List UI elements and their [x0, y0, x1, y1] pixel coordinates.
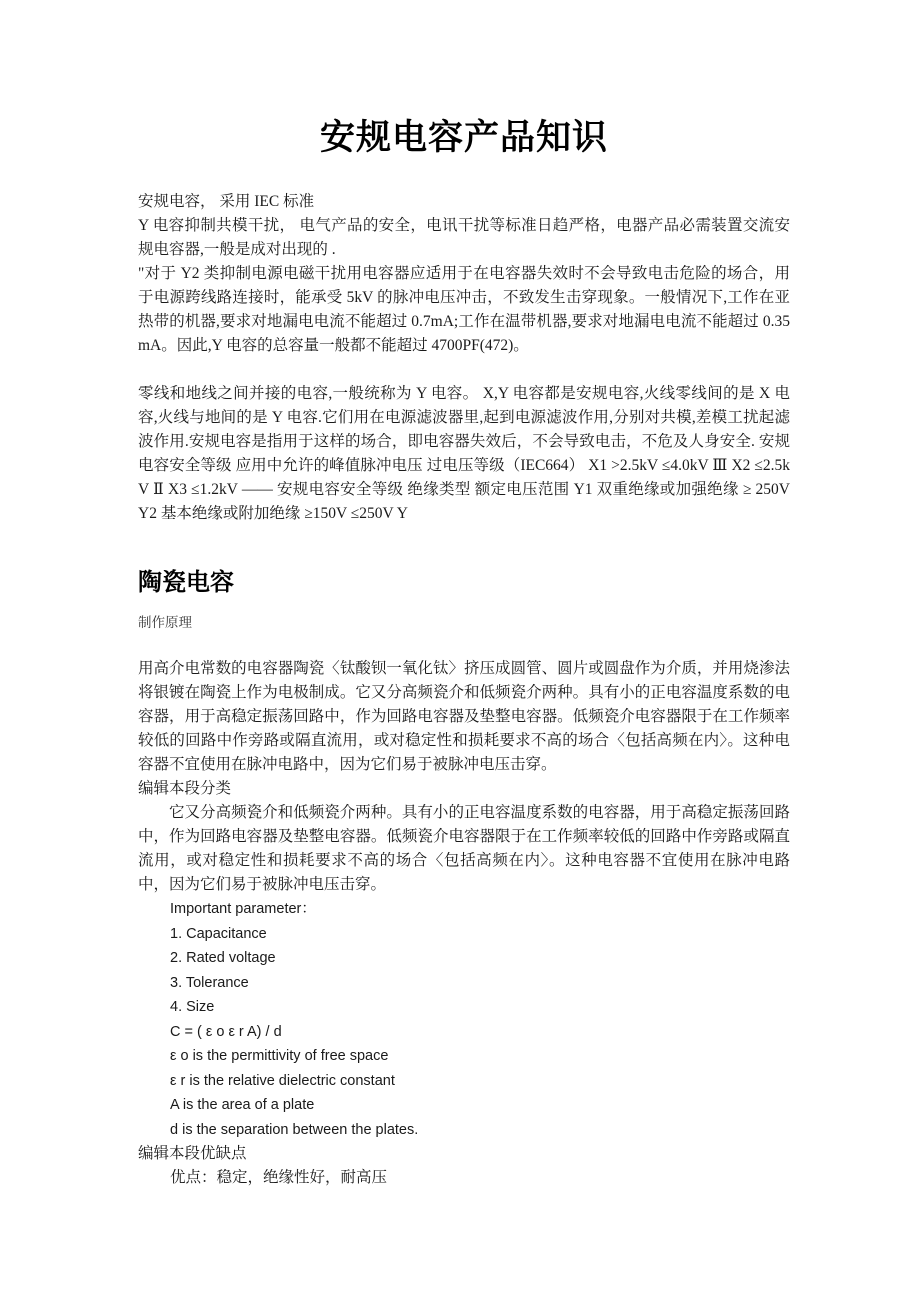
paragraph-y-capacitor-definition: 零线和地线之间并接的电容,一般统称为 Y 电容。 X,Y 电容都是安规电容,火线零线间的是 X 电容,火线与地间的是 Y 电容.它们用在电源滤波器里,起到电源滤波作用,分别对共模,差模工扰起滤波作用.安规电容是指用于这样的场合，即电容器失效后，不会导致电击，不危及人身安全. 安规电容安全等级 应用中允许的峰值脉冲电压 过电压等级（IEC664） X1 >2.5kV ≤4.0kV Ⅲ X2 ≤2.5kV Ⅱ X3 ≤1.2kV —— 安规电容安全等级 绝缘类型 额定电压范围 Y1 双重绝缘或加强绝缘 ≥ 250V Y2 基本绝缘或附加绝缘 ≥150V ≤250V Y — [138, 385, 790, 522]
parameter-line-header: Important parameter： — [170, 901, 316, 917]
parameter-line-tolerance: 3. Tolerance — [170, 974, 249, 991]
intro-paragraph-y2: "对于 Y2 类抑制电源电磁干扰用电容器应适用于在电容器失效时不会导致电击危险的场合，用于电源跨线路连接时，能承受 5kV 的脉冲电压冲击，不致发生击穿现象。一般情况下,工作在亚热带的机器,要求对地漏电电流不能超过 0.7mA;工作在温带机器,要求对地漏电电流不能超过 0.35mA。因此,Y 电容的总容量一般都不能超过 4700PF(472)。 — [138, 265, 790, 354]
paragraph-classification: 它又分高频瓷介和低频瓷介两种。具有小的正电容温度系数的电容器，用于高稳定振荡回路中，作为回路电容器及垫整电容器。低频瓷介电容器限于在工作频率较低的回路中作旁路或隔直流用，或对稳定性和损耗要求不高的场合〈包括高频在内〉。这种电容器不宜使用在脉冲电路中，因为它们易于被脉冲电压击穿。 — [138, 804, 790, 893]
parameter-line-epsilon-r: ε r is the relative dielectric constant — [170, 1072, 395, 1089]
parameter-line-area: A is the area of a plate — [170, 1097, 315, 1113]
parameter-line-rated-voltage: 2. Rated voltage — [170, 950, 276, 966]
label-pros-cons: 编辑本段优缺点 — [138, 1145, 247, 1162]
intro-line-standard: 安规电容， 采用 IEC 标准 — [138, 193, 315, 210]
parameter-line-size: 4. Size — [170, 999, 215, 1015]
document-title: 安规电容产品知识 — [319, 118, 608, 158]
subsection-label-principle: 制作原理 — [138, 615, 192, 630]
pros-line-advantages: 优点：稳定，绝缘性好，耐高压 — [170, 1169, 388, 1186]
parameter-line-epsilon-o: ε o is the permittivity of free space — [170, 1048, 389, 1064]
parameter-line-capacitance: 1. Capacitance — [170, 925, 267, 942]
intro-line-y-capacitor: Y 电容抑制共模干扰， 电气产品的安全，电讯干扰等标准日趋严格，电器产品必需装置交流安规电容器,一般是成对出现的 . — [138, 217, 790, 258]
section-heading-ceramic-capacitor: 陶瓷电容 — [138, 568, 234, 596]
parameter-line-separation: d is the separation between the plates. — [170, 1121, 419, 1138]
label-classification: 编辑本段分类 — [138, 780, 232, 797]
parameter-list — [138, 897, 790, 1142]
paragraph-manufacturing-principle: 用高介电常数的电容器陶瓷〈钛酸钡一氧化钛〉挤压成圆管、圆片或圆盘作为介质，并用烧渗法将银镀在陶瓷上作为电极制成。它又分高频瓷介和低频瓷介两种。具有小的正电容温度系数的电容器，用于高稳定振荡回路中，作为回路电容器及垫整电容器。低频瓷介电容器限于在工作频率较低的回路中作旁路或隔直流用，或对稳定性和损耗要求不高的场合〈包括高频在内〉。这种电容器不宜使用在脉冲电路中，因为它们易于被脉冲电压击穿。 — [138, 660, 790, 773]
parameter-line-formula: C = ( ε o ε r A) / d — [170, 1023, 282, 1040]
